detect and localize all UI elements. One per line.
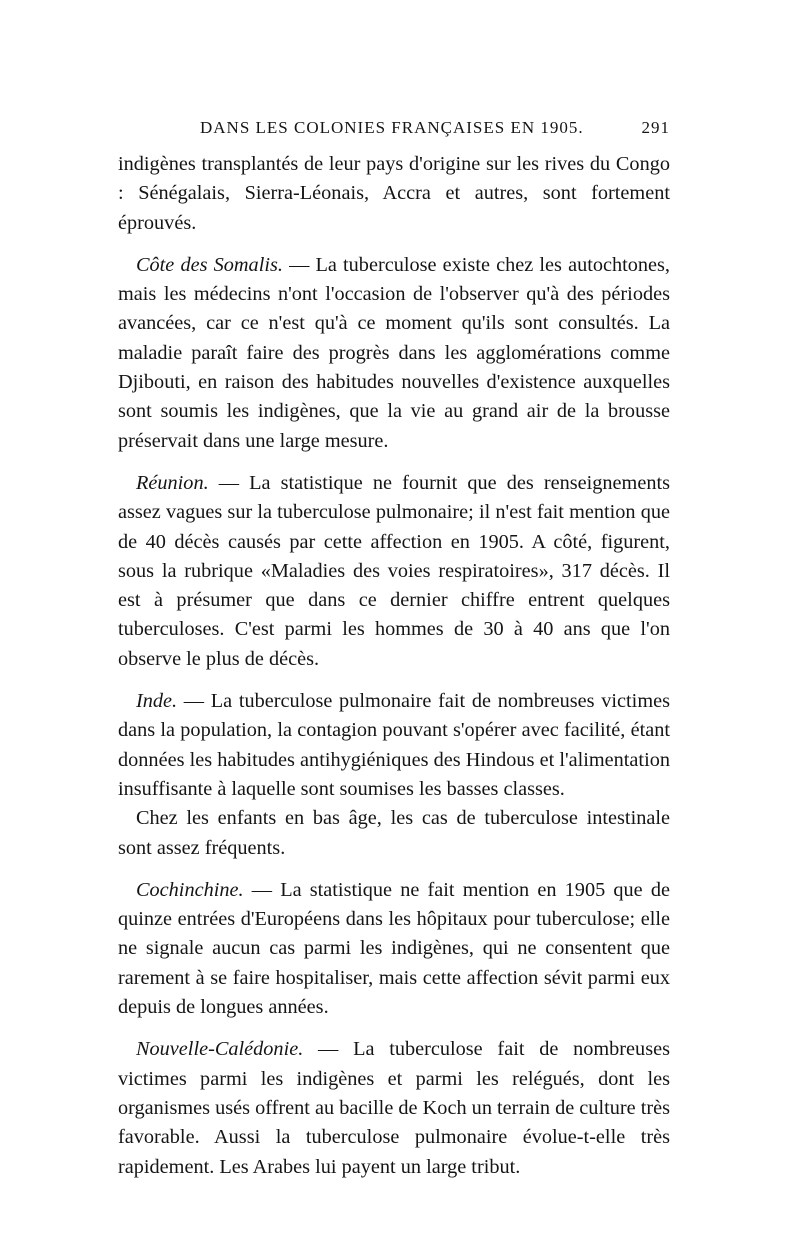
paragraph-text: — La statistique ne fait mention en 1905 que de quinze entrées d'Européens dans les hôpitaux pour tuberculose; elle ne signale aucun cas parmi les indigènes, qui ne consentent que rarement à se faire hospitaliser, mais cette affection sévit parmi eux depuis de longues années. — [118, 878, 670, 1019]
paragraph-text: indigènes transplantés de leur pays d'origine sur les rives du Congo : Sénégalais, Sierra-Léonais, Accra et autres, sont fortement éprouvés. — [118, 153, 670, 234]
paragraph-text: Chez les enfants en bas âge, les cas de tuberculose intestinale sont assez fréquents. — [118, 807, 670, 859]
page-number: 291 — [641, 118, 670, 137]
section-heading: Inde. — [136, 690, 178, 713]
paragraph-nouvelle-caledonie — [118, 1035, 670, 1181]
paragraph-inde-enfants — [118, 804, 670, 863]
section-heading: Nouvelle-Calédonie. — [136, 1038, 304, 1061]
paragraph-inde — [118, 687, 670, 804]
paragraph-text: — La statistique ne fournit que des renseignements assez vagues sur la tuberculose pulmonaire; il n'est fait mention que de 40 décès causés par cette affection en 1905. A côté, figurent, sous la rubrique «Maladies des voies respiratoires», 317 décès. Il est à présumer que dans ce dernier chiffre entrent quelques tuberculoses. C'est parmi les hommes de 30 à 40 ans que l'on observe le plus de décès. — [118, 471, 670, 670]
body-text — [118, 150, 670, 1182]
paragraph-reunion — [118, 469, 670, 674]
section-heading: Côte des Somalis. — [136, 253, 283, 276]
paragraph-congo-continuation — [118, 150, 670, 238]
running-title: DANS LES COLONIES FRANÇAISES EN 1905. — [200, 118, 584, 137]
section-heading: Cochinchine. — [136, 878, 244, 901]
paragraph-text: — La tuberculose existe chez les autochtones, mais les médecins n'ont l'occasion de l'observer qu'à des périodes avancées, car ce n'est qu'à ce moment qu'ils sont consultés. La maladie paraît faire des progrès dans les agglomérations comme Djibouti, en raison des habitudes nouvelles d'existence auxquelles sont soumis les indigènes, que la vie au grand air de la brousse préservait dans une large mesure. — [118, 253, 671, 452]
page-header — [200, 118, 670, 142]
section-heading: Réunion. — [136, 471, 209, 494]
paragraph-text: — La tuberculose pulmonaire fait de nombreuses victimes dans la population, la contagion pouvant s'opérer avec facilité, étant données les habitudes antihygiéniques des Hindous et l'alimentation insuffisante à laquelle sont soumises les basses classes. — [118, 690, 670, 800]
paragraph-cochinchine — [118, 876, 670, 1022]
paragraph-cote-des-somalis — [118, 251, 670, 456]
paragraph-text: — La tuberculose fait de nombreuses victimes parmi les indigènes et parmi les relégués, dont les organismes usés offrent au bacille de Koch un terrain de culture très favorable. Aussi la tuberculose pulmonaire évolue-t-elle très rapidement. Les Arabes lui payent un large tribut. — [118, 1038, 670, 1178]
